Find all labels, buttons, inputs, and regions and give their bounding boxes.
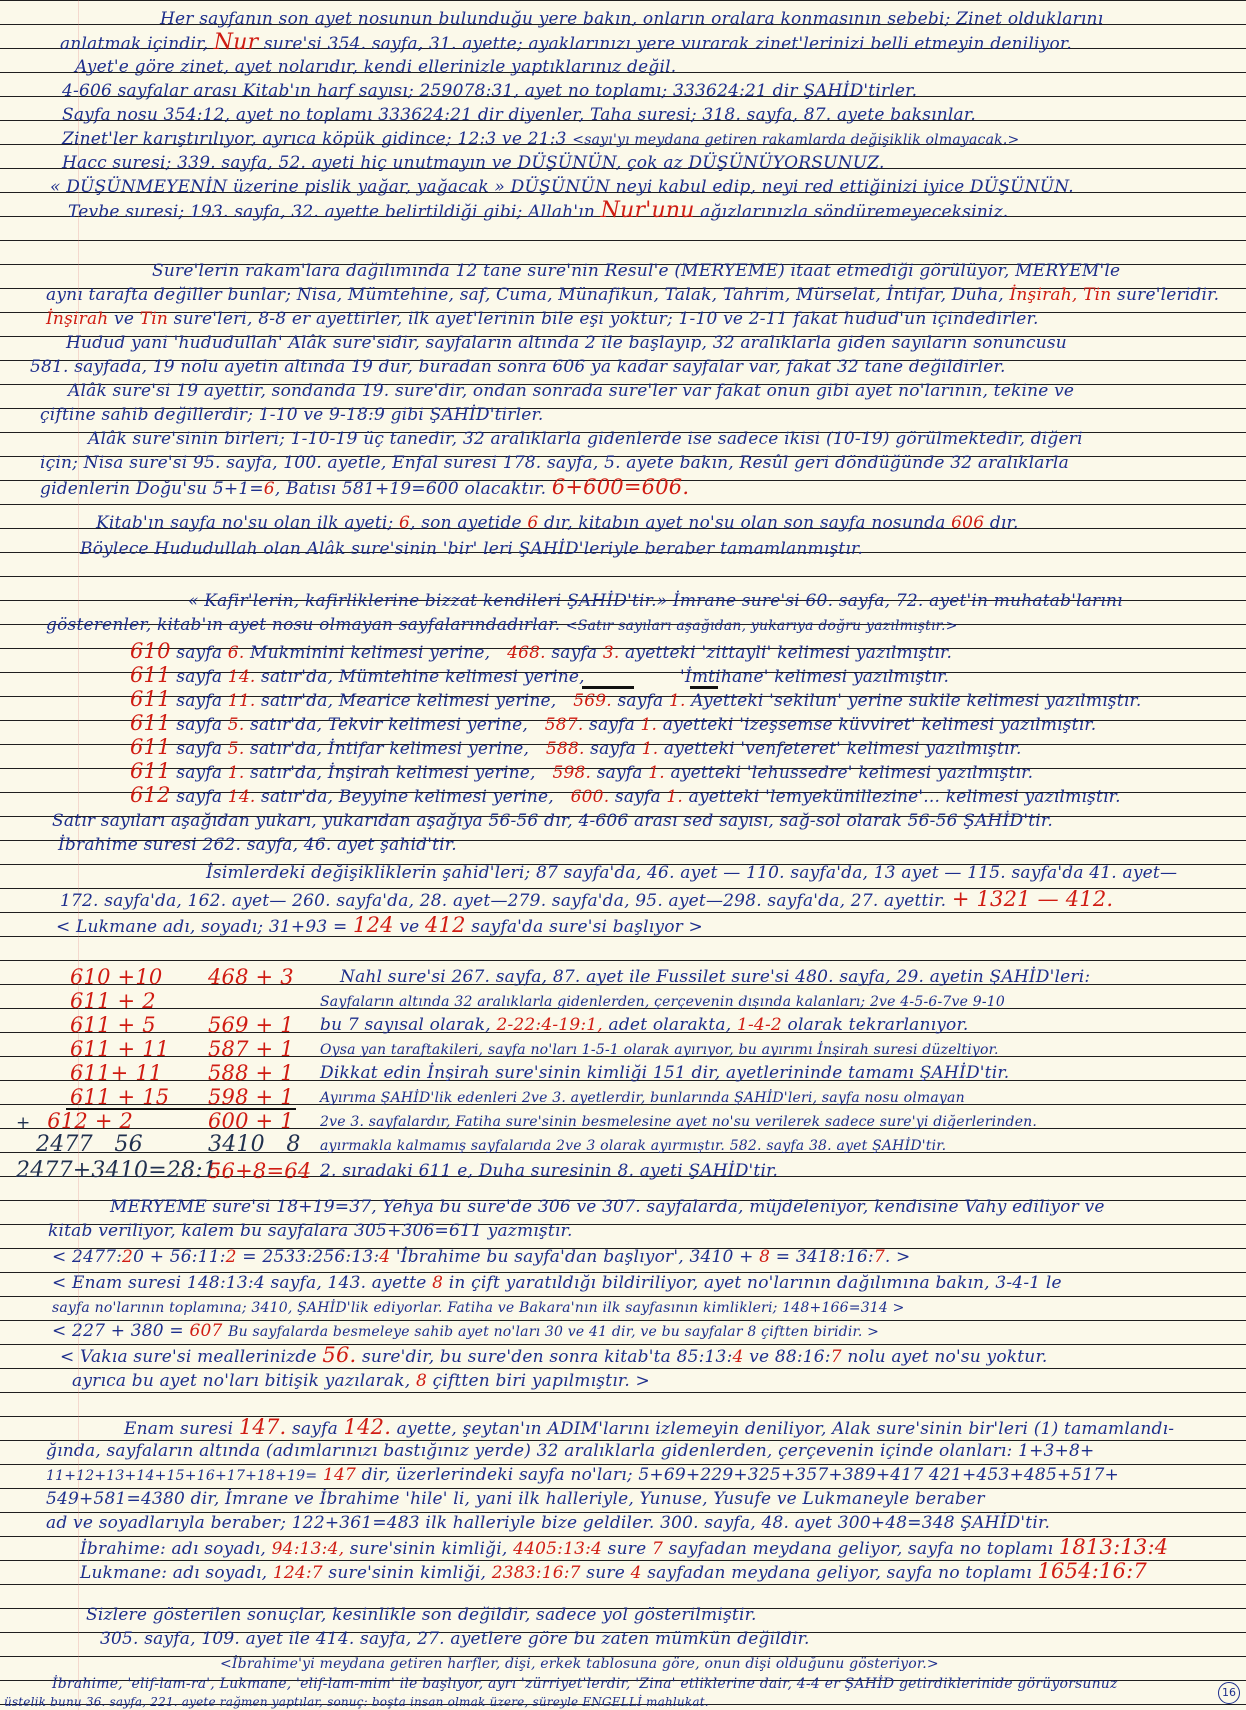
emphasis-text: 56+8=64 <box>208 1159 312 1183</box>
handwritten-line <box>70 1038 169 1062</box>
handwritten-line <box>208 1038 294 1062</box>
emphasis-text: 6 <box>399 513 411 533</box>
handwritten-line: aynı tarafta değiller bunlar; Nisa, Mümtehine, saf, Cuma, Münafikun, Talak, Tahrim, Mürselat, İntifar, Duha, İnşirah, Tin sure'leridir. <box>46 285 1220 305</box>
emphasis-text: <Satır sayıları aşağıdan, yukarıya doğru yazılmıştır.> <box>565 618 958 634</box>
handwritten-line <box>208 966 294 990</box>
emphasis-text: 412 <box>425 913 466 937</box>
handwritten-line <box>70 1062 162 1086</box>
emphasis-text: 611 <box>130 663 171 687</box>
emphasis-text: Sayfaların altında 32 aralıklarla gidenlerden, çerçevenin dışında kalanları; 2ve 4-5-6-7ve 9-10 <box>320 994 1006 1010</box>
emphasis-text: 142. <box>343 1415 392 1439</box>
emphasis-text: 587 + 1 <box>208 1037 294 1061</box>
emphasis-text: Nur'unu <box>600 198 695 223</box>
handwritten-line: Alâk sure'sinin birleri; 1-10-19 üç tanedir, 32 aralıklarla gidenlerde ise sadece ikisi (10-19) görülmektedir, diğeri <box>88 429 1083 449</box>
emphasis-text: üstelik bunu 36. sayfa, 221. ayete rağmen yaptılar, sonuç: boşta insan olmak üzere, süreyle ENGELLİ mahlukat. <box>4 1695 709 1709</box>
emphasis-text: 4 <box>630 1563 642 1583</box>
emphasis-text: 2477+3410=28:1 <box>16 1158 218 1183</box>
handwritten-line: anlatmak içindir, Nur sure'si 354. sayfa, 31. ayette; ayaklarınızı yere vurarak zinet'lerinizi belli etmeyin deniliyor. <box>60 30 1072 55</box>
emphasis-text: 569. <box>573 691 612 711</box>
emphasis-text: 1. <box>668 691 686 711</box>
emphasis-text: 587. <box>544 715 584 735</box>
handwritten-line <box>320 1086 965 1109</box>
emphasis-text: Bu sayfalarda besmeleye sahib ayet no'ları 30 ve 41 dir, ve bu sayfalar 8 çiftten biridir. > <box>228 1324 880 1340</box>
handwritten-line: < Vakıa sure'si meallerinizde 56. sure'dir, bu sure'den sonra kitab'ta 85:13:4 ve 88:16:7 nolu ayet no'su yoktur. <box>60 1343 1048 1367</box>
handwritten-line: Satır sayıları aşağıdan yukarı, yukarıdan aşağıya 56-56 dır, 4-606 arası sed sayısı, sağ-sol olarak 56-56 ŞAHİD'tir. <box>52 811 1053 831</box>
handwritten-line <box>208 1014 294 1038</box>
emphasis-text: 611 <box>130 711 171 735</box>
handwritten-line: < Lukmane adı, soyadı; 31+93 = 124 ve 412 sayfa'da sure'si başlıyor > <box>56 913 704 937</box>
handwritten-line <box>320 1110 1037 1133</box>
handwritten-line <box>52 1296 905 1319</box>
handwritten-line: Dikkat edin İnşirah sure'sinin kimliği 151 dir, ayetlerininde tamamı ŞAHİD'tir. <box>320 1063 1010 1083</box>
handwritten-line: 610 sayfa 6. Mukminini kelimesi yerine, 468. sayfa 3. ayetteki 'zittayli' kelimesi yazılmıştır. <box>130 639 953 663</box>
handwritten-line: İbrahime: adı soyadı, 94:13:4, sure'sinin kimliği, 4405:13:4 sure 7 sayfadan meydana geliyor, sayfa no toplamı 1813:13:4 <box>80 1535 1169 1559</box>
handwritten-line: Zinet'ler karıştırılıyor, ayrıca köpük gidince; 12:3 ve 21:3 <sayı'yı meydana getiren rakamlarda değişiklik olmayacak.> <box>62 129 1020 149</box>
handwritten-line: 611 sayfa 1. satır'da, İnşirah kelimesi yerine, 598. sayfa 1. ayetteki 'lehussedre' kelimesi yazılmıştır. <box>130 759 1034 783</box>
emphasis-text: 611 <box>130 735 171 759</box>
handwritten-line: 2. sıradaki 611 e, Duha suresinin 8. ayeti ŞAHİD'tir. <box>320 1161 779 1181</box>
emphasis-text: 611 + 2 <box>70 989 156 1013</box>
handwritten-line: Hacc suresi; 339. sayfa, 52. ayeti hiç unutmayın ve DÜŞÜNÜN, çok az DÜŞÜNÜYORSUNUZ. <box>62 153 885 173</box>
handwritten-line <box>208 1134 301 1157</box>
emphasis-text: <sayı'yı meydana getiren rakamlarda değişiklik olmayacak.> <box>572 132 1020 148</box>
handwritten-line <box>70 1086 169 1110</box>
handwritten-line <box>320 1038 999 1061</box>
emphasis-text: İnşirah <box>46 309 109 329</box>
emphasis-text: 1-4-2 <box>736 1015 782 1035</box>
handwritten-line: için; Nisa sure'si 95. sayfa, 100. ayetle, Enfal suresi 178. sayfa, 5. ayete bakın, Resûl geri döndüğünde 32 aralıklarla <box>40 453 1069 473</box>
handwritten-line: Lukmane: adı soyadı, 124:7 sure'sinin kimliği, 2383:16:7 sure 4 sayfadan meydana geliyor, sayfa no toplamı 1654:16:7 <box>80 1559 1147 1583</box>
emphasis-text: 1. <box>227 763 245 783</box>
emphasis-text: 2383:16:7 <box>491 1563 581 1583</box>
emphasis-text: 4 <box>732 1347 744 1367</box>
emphasis-text: 607 <box>189 1321 223 1341</box>
emphasis-text: 610 <box>130 639 171 663</box>
handwritten-line: gösterenler, kitab'ın ayet nosu olmayan sayfalarındadırlar. <Satır sayıları aşağıdan, yukarıya doğru yazılmıştır.> <box>46 615 958 635</box>
emphasis-text: 468 + 3 <box>208 965 294 989</box>
handwritten-line: Alâk sure'si 19 ayettir, sondanda 19. sure'dir, ondan sonrada sure'ler var fakat onun gibi ayet no'larının, tekine ve <box>68 381 1075 401</box>
handwritten-line <box>320 990 1005 1013</box>
emphasis-text: 14. <box>227 787 256 807</box>
emphasis-text: 124:7 <box>272 1563 323 1583</box>
emphasis-text: + 1321 — 412. <box>951 887 1114 911</box>
emphasis-text: 7 <box>830 1347 842 1367</box>
handwritten-line: 549+581=4380 dir, İmrane ve İbrahime 'hile' li, yani ilk halleriyle, Yunuse, Yusufe ve Lukmaneyle beraber <box>46 1489 985 1509</box>
handwritten-line: « Kafir'lerin, kafirliklerine bizzat kendileri ŞAHİD'tir.» İmrane sure'si 60. sayfa, 72. ayet'in muhatab'larını <box>188 591 1123 611</box>
emphasis-text: 611 + 5 <box>70 1013 156 1037</box>
emphasis-text: <İbrahime'yi meydana getiren harfler, dişi, erkek tablosuna göre, onun dişi olduğunu gösteriyor.> <box>220 1656 939 1672</box>
handwritten-line: Sizlere gösterilen sonuçlar, kesinlikle son değildir, sadece yol gösterilmiştir. <box>86 1605 757 1625</box>
handwritten-line: 4-606 sayfalar arası Kitab'ın harf sayısı; 259078:31, ayet no toplamı; 333624:21 dir ŞAHİD'tirler. <box>62 81 918 101</box>
handwritten-line <box>70 966 162 990</box>
handwritten-line: ğında, sayfaların altında (adımlarınızı bastığınız yerde) 32 aralıklarla gidenlerden, çerçevenin içinde olanları: 1+3+8+ <box>46 1441 1095 1461</box>
emphasis-text: 5. <box>227 739 245 759</box>
handwritten-line: Enam suresi 147. sayfa 142. ayette, şeytan'ın ADIM'larını izlemeyin deniliyor, Alak sure'sinin bir'leri (1) tamamlandı- <box>124 1415 1175 1439</box>
handwritten-line: Nahl sure'si 267. sayfa, 87. ayet ile Fussilet sure'si 480. sayfa, 29. ayetin ŞAHİD'leri: <box>340 967 1091 987</box>
emphasis-text: 606 <box>951 513 985 533</box>
emphasis-text: + <box>16 1113 31 1133</box>
handwritten-line: 11+12+13+14+15+16+17+18+19= 147 dir, üzerlerindeki sayfa no'ları; 5+69+229+325+357+389+417 421+453+485+517+ <box>46 1465 1119 1485</box>
handwritten-line: Kitab'ın sayfa no'su olan ilk ayeti; 6, son ayetide 6 dır, kitabın ayet no'su olan son sayfa nosunda 606 dır. <box>96 513 1019 533</box>
emphasis-text: 6 <box>527 513 539 533</box>
handwritten-line <box>208 1110 294 1134</box>
emphasis-text: 2-22:4-19:1, <box>496 1015 603 1035</box>
emphasis-text: Tin <box>139 309 169 329</box>
handwritten-line: 611 sayfa 14. satır'da, Mümtehine kelimesi yerine, 'İmtihane' kelimesi yazılmıştır. <box>130 663 950 687</box>
emphasis-text: 468. <box>507 643 546 663</box>
emphasis-text: 600 + 1 <box>208 1109 294 1133</box>
emphasis-text: 1. <box>641 739 659 759</box>
handwritten-line: Sayfa nosu 354:12, ayet no toplamı 333624:21 dir diyenler, Taha suresi; 318. sayfa, 87. ayete baksınlar. <box>62 105 976 125</box>
emphasis-text: 7 <box>651 1539 663 1559</box>
handwritten-line: < 2477:20 + 56:11:2 = 2533:256:13:4 'İbrahime bu sayfa'dan başlıyor', 3410 + 8 = 3418:16:7. > <box>52 1247 911 1267</box>
emphasis-text: 611 <box>130 759 171 783</box>
emphasis-text: 2477 56 <box>36 1132 143 1157</box>
emphasis-text: 2 <box>122 1247 134 1267</box>
emphasis-text: Ayırıma ŞAHİD'lik edenleri 2ve 3. ayetlerdir, bunlarında ŞAHİD'leri, sayfa nosu olmayan <box>320 1090 965 1106</box>
handwritten-line: Hudud yani 'hududullah' Alâk sure'sidir, sayfaların altında 2 ile başlayıp, 32 aralıklarla giden sayıların sonuncusu <box>66 333 1067 353</box>
emphasis-text: Nur <box>213 30 259 55</box>
emphasis-text: 611 + 15 <box>70 1085 170 1109</box>
handwritten-line: Sure'lerin rakam'lara dağılımında 12 tane sure'nin Resul'e (MERYEME) itaat etmediği görülüyor, MERYEM'le <box>152 261 1121 281</box>
handwritten-line: < 227 + 380 = 607 Bu sayfalarda besmeleye sahib ayet no'ları 30 ve 41 dir, ve bu sayfalar 8 çiftten biridir. > <box>52 1321 880 1341</box>
handwritten-line: 172. sayfa'da, 162. ayet— 260. sayfa'da, 28. ayet—279. sayfa'da, 95. ayet—298. sayfa'da, 27. ayettir. + 1321 — 412. <box>60 887 1114 911</box>
emphasis-text: 94:13:4, <box>271 1539 345 1559</box>
handwritten-line <box>70 1014 156 1038</box>
emphasis-text: 56. <box>322 1343 357 1367</box>
handwritten-line: ayrıca bu ayet no'ları bitişik yazılarak, 8 çiftten biri yapılmıştır. > <box>72 1371 650 1391</box>
page-number-badge: 16 <box>1218 1682 1240 1704</box>
emphasis-text: 7 <box>873 1247 885 1267</box>
emphasis-text: 11. <box>227 691 256 711</box>
handwritten-line: gidenlerin Doğu'su 5+1=6, Batısı 581+19=600 olacaktır. 6+600=606. <box>40 475 690 499</box>
emphasis-text: 8 <box>432 1273 444 1293</box>
handwritten-line: 611 sayfa 11. satır'da, Mearice kelimesi yerine, 569. sayfa 1. Ayetteki 'sekilun' yerine sukile kelimesi yazılmıştır. <box>130 687 1142 711</box>
emphasis-text: 14. <box>227 667 256 687</box>
handwritten-line: 611 sayfa 5. satır'da, İntifar kelimesi yerine, 588. sayfa 1. ayetteki 'venfeteret' kelimesi yazılmıştır. <box>130 735 1022 759</box>
handwritten-line: bu 7 sayısal olarak, 2-22:4-19:1, adet olarakta, 1-4-2 olarak tekrarlanıyor. <box>320 1015 969 1035</box>
emphasis-text: 611 + 11 <box>70 1037 170 1061</box>
emphasis-text: 600. <box>570 787 610 807</box>
handwritten-line: MERYEME sure'si 18+19=37, Yehya bu sure'de 306 ve 307. sayfalarda, müjdeleniyor, kendisine Vahy ediliyor ve <box>110 1197 1105 1217</box>
emphasis-text: 1654:16:7 <box>1037 1559 1147 1583</box>
emphasis-text: 11+12+13+14+15+16+17+18+19= <box>46 1468 318 1484</box>
emphasis-text: 569 + 1 <box>208 1013 294 1037</box>
handwritten-line: ad ve soyadlarıyla beraber; 122+361=483 ilk halleriyle bize geldiler. 300. sayfa, 48. ayet 300+48=348 ŞAHİD'tir. <box>46 1513 1051 1533</box>
emphasis-text: 3410 8 <box>208 1132 301 1157</box>
emphasis-text: 598. <box>552 763 592 783</box>
emphasis-text: 611+ 11 <box>70 1061 163 1085</box>
emphasis-text: 612 <box>130 783 171 807</box>
handwritten-line <box>70 990 156 1014</box>
emphasis-text: İbrahime, 'elif-lam-ra', Lukmane, 'elif-lam-mim' ile başlıyor, ayrı 'zürriyet'lerdir, 'Zina' etliklerine dair, 4-4 er ŞAHİD getirdiklerinide görüyorsunuz <box>52 1676 1118 1692</box>
handwritten-line <box>208 1086 294 1110</box>
emphasis-text: 2ve 3. sayfalardır, Fatiha sure'sinin besmelesine ayet no'su verilerek sadece sure'yi diğerlerinden. <box>320 1114 1038 1130</box>
handwritten-line: 611 sayfa 5. satır'da, Tekvir kelimesi yerine, 587. sayfa 1. ayetteki 'izeşsemse küvviret' kelimesi yazılmıştır. <box>130 711 1097 735</box>
handwritten-line <box>36 1134 143 1157</box>
emphasis-text: İnşirah, Tin <box>1009 285 1112 305</box>
emphasis-text: 1813:13:4 <box>1058 1535 1169 1559</box>
emphasis-text: 6 <box>263 479 275 499</box>
handwritten-line <box>16 1160 217 1183</box>
handwritten-line: Böylece Hududullah olan Alâk sure'sinin 'bir' leri ŞAHİD'leriyle beraber tamamlanmıştır. <box>80 539 864 559</box>
handwritten-line: 305. sayfa, 109. ayet ile 414. sayfa, 27. ayetlere göre bu zaten mümkün değildir. <box>100 1629 810 1649</box>
handwritten-line: Tevbe suresi; 193. sayfa, 32. ayette belirtildiği gibi; Allah'ın Nur'unu ağızlarınızla söndüremeyeceksiniz. <box>68 198 1009 223</box>
handwritten-line: 612 sayfa 14. satır'da, Beyyine kelimesi yerine, 600. sayfa 1. ayetteki 'lemyekünillezine'... kelimesi yazılmıştır. <box>130 783 1121 807</box>
handwritten-line: İbrahime suresi 262. sayfa, 46. ayet şahid'tir. <box>58 835 457 855</box>
handwritten-line: İsimlerdeki değişikliklerin şahid'leri; 87 sayfa'da, 46. ayet — 110. sayfa'da, 13 ayet — 115. sayfa'da 41. ayet— <box>206 863 1178 883</box>
handwritten-line: < Enam suresi 148:13:4 sayfa, 143. ayette 8 in çift yaratıldığı bildiriliyor, ayet no'larının dağılımına bakın, 3-4-1 le <box>52 1273 1062 1293</box>
handwritten-line <box>208 1062 294 1086</box>
emphasis-text: 1. <box>648 763 665 783</box>
handwritten-line: çiftine sahib değillerdir; 1-10 ve 9-18:9 gibi ŞAHİD'tirler. <box>40 405 544 425</box>
emphasis-text: 4 <box>379 1247 391 1267</box>
emphasis-text: 1. <box>640 715 658 735</box>
emphasis-text: 611 <box>130 687 171 711</box>
emphasis-text: 2 <box>225 1247 237 1267</box>
emphasis-text: 8 <box>415 1371 427 1391</box>
emphasis-text: 588 + 1 <box>208 1061 294 1085</box>
emphasis-text: 4405:13:4 <box>513 1539 603 1559</box>
emphasis-text: 124 <box>353 913 394 937</box>
handwritten-line <box>320 1134 946 1157</box>
handwritten-line: kitab veriliyor, kalem bu sayfalara 305+306=611 yazmıştır. <box>48 1221 573 1241</box>
emphasis-text: 6+600=606. <box>551 475 690 499</box>
emphasis-text: 612 + 2 <box>47 1109 134 1133</box>
handwritten-line <box>4 1690 709 1710</box>
emphasis-text: 588. <box>545 739 585 759</box>
handwritten-line: 581. sayfada, 19 nolu ayetin altında 19 dur, buradan sonra 606 ya kadar sayfalar var, fakat 32 tane değildirler. <box>30 357 1006 377</box>
emphasis-text: 147. <box>238 1415 287 1439</box>
emphasis-text: 147 <box>322 1465 356 1485</box>
emphasis-text: sayfa no'larının toplamına; 3410, ŞAHİD'lik ediyorlar. Fatiha ve Bakara'nın ilk sayfasının kimlikleri; 148+166=314 > <box>52 1300 905 1316</box>
handwritten-line <box>208 1160 311 1184</box>
handwritten-line: İnşirah ve Tin sure'leri, 8-8 er ayettirler, ilk ayet'lerinin bile eşi yoktur; 1-10 ve 2-11 fakat hudud'un içindedirler. <box>46 309 1039 329</box>
handwritten-line <box>16 1110 133 1134</box>
emphasis-text: 3. <box>602 643 620 663</box>
emphasis-text: Oysa yan taraftakileri, sayfa no'ları 1-5-1 olarak ayırıyor, bu ayırımı İnşirah suresi düzeltiyor. <box>320 1042 999 1058</box>
emphasis-text: 8 <box>759 1247 771 1267</box>
emphasis-text: 610 +10 <box>70 965 163 989</box>
emphasis-text: ayırmakla kalmamış sayfalarıda 2ve 3 olarak ayırmıştır. 582. sayfa 38. ayet ŞAHİD'tir. <box>320 1138 947 1154</box>
handwritten-line: « DÜŞÜNMEYENİN üzerine pislik yağar, yağacak » DÜŞÜNÜN neyi kabul edip, neyi red ettiğinizi iyice DÜŞÜNÜN. <box>50 177 1074 197</box>
emphasis-text: 5. <box>227 715 245 735</box>
emphasis-text: 598 + 1 <box>208 1085 294 1109</box>
handwritten-line: Ayet'e göre zinet, ayet nolarıdır, kendi ellerinizle yaptıklarınız değil. <box>75 57 677 77</box>
emphasis-text: 1. <box>666 787 684 807</box>
emphasis-text: 6. <box>227 643 245 663</box>
handwritten-line: Her sayfanın son ayet nosunun bulunduğu yere bakın, onların oralara konmasının sebebi; Zinet olduklarını <box>160 9 1104 29</box>
